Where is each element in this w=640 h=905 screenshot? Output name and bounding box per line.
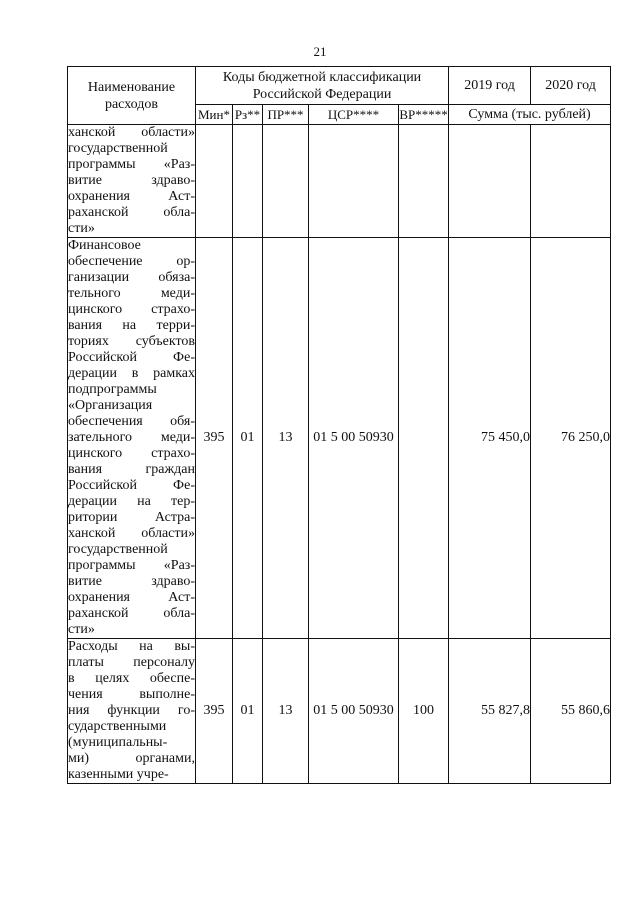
expense-name-line: «Организация <box>68 398 153 413</box>
header-pr: ПР*** <box>263 105 309 125</box>
expense-name-line: ми) органами, <box>68 751 195 766</box>
expense-name-line: ториях субъектов <box>68 334 195 349</box>
expense-name-line: Финансовое <box>68 238 141 253</box>
expense-name-line: ганизации обяза- <box>68 270 195 285</box>
expense-name-line: охранения Аст- <box>68 189 195 204</box>
expense-name-line: чения выполне- <box>68 687 195 702</box>
expense-name-line: сударственными <box>68 719 167 734</box>
cell-pr: 13 <box>263 639 309 784</box>
expense-name-line: охранения Аст- <box>68 590 195 605</box>
expense-name-line: дерации в рамках <box>68 366 195 381</box>
expense-name-line: ния функции го- <box>68 703 195 718</box>
expense-name-line: тельного меди- <box>68 286 195 301</box>
cell-rz: 01 <box>233 639 263 784</box>
expense-name-line: витие здраво- <box>68 574 195 589</box>
cell-2020 <box>531 125 611 238</box>
expense-name-line: вания на терри- <box>68 318 195 333</box>
cell-csr: 01 5 00 50930 <box>309 639 399 784</box>
cell-csr <box>309 125 399 238</box>
header-sum: Сумма (тыс. рублей) <box>449 105 611 125</box>
expense-name-line: Расходы на вы- <box>68 639 195 654</box>
expense-name-line: подпрограммы <box>68 382 157 397</box>
expense-name-line: раханской обла- <box>68 205 195 220</box>
cell-2019: 55 827,8 <box>449 639 531 784</box>
table-row <box>68 125 611 238</box>
cell-rz: 01 <box>233 238 263 639</box>
expense-name-line: программы «Раз- <box>68 157 195 172</box>
expense-name-line: цинского страхо- <box>68 446 195 461</box>
cell-min: 395 <box>196 238 233 639</box>
expense-name-line: сти» <box>68 221 95 236</box>
table-row <box>68 639 611 784</box>
expense-name-line: в целях обеспе- <box>68 671 195 686</box>
expense-name-line: витие здраво- <box>68 173 195 188</box>
cell-csr: 01 5 00 50930 <box>309 238 399 639</box>
cell-vr <box>399 125 449 238</box>
expense-name-line: обеспечение ор- <box>68 254 195 269</box>
expense-name-line: раханской обла- <box>68 606 195 621</box>
expense-name-line: зательного меди- <box>68 430 195 445</box>
cell-2020: 55 860,6 <box>531 639 611 784</box>
header-min: Мин* <box>196 105 233 125</box>
cell-min <box>196 125 233 238</box>
cell-pr <box>263 125 309 238</box>
expense-name <box>68 639 196 784</box>
expense-name-line: вания граждан <box>68 462 195 477</box>
cell-2019: 75 450,0 <box>449 238 531 639</box>
cell-rz <box>233 125 263 238</box>
header-name: Наименование расходов <box>68 67 196 125</box>
header-vr: ВР***** <box>399 105 449 125</box>
header-year-2020: 2020 год <box>531 67 611 105</box>
cell-vr: 100 <box>399 639 449 784</box>
expense-name-line: сти» <box>68 622 95 637</box>
cell-min: 395 <box>196 639 233 784</box>
cell-vr <box>399 238 449 639</box>
expense-name-line: Российской Фе- <box>68 478 195 493</box>
expense-name-line: дерации на тер- <box>68 494 195 509</box>
header-csr: ЦСР**** <box>309 105 399 125</box>
expense-name-line: ритории Астра- <box>68 510 195 525</box>
expense-name <box>68 238 196 639</box>
expense-name-line: Российской Фе- <box>68 350 195 365</box>
expense-name-line: государственной <box>68 542 168 557</box>
budget-table <box>67 66 611 784</box>
expense-name <box>68 125 196 238</box>
expense-name-line: обеспечения обя- <box>68 414 195 429</box>
expense-name-line: платы персоналу <box>68 655 195 670</box>
page-number: 21 <box>313 44 327 59</box>
header-rz: Рз** <box>233 105 263 125</box>
cell-2020: 76 250,0 <box>531 238 611 639</box>
expense-name-line: казенными учре- <box>68 767 169 782</box>
expense-name-line: ханской области» <box>68 125 195 140</box>
cell-2019 <box>449 125 531 238</box>
table-row <box>68 238 611 639</box>
header-codes: Коды бюджетной классификации Российской Федерации <box>196 67 449 105</box>
expense-name-line: ханской области» <box>68 526 195 541</box>
expense-name-line: государственной <box>68 141 168 156</box>
header-year-2019: 2019 год <box>449 67 531 105</box>
header-row <box>68 67 611 105</box>
expense-name-line: (муниципальны- <box>68 735 168 750</box>
expense-name-line: цинского страхо- <box>68 302 195 317</box>
expense-name-line: программы «Раз- <box>68 558 195 573</box>
cell-pr: 13 <box>263 238 309 639</box>
